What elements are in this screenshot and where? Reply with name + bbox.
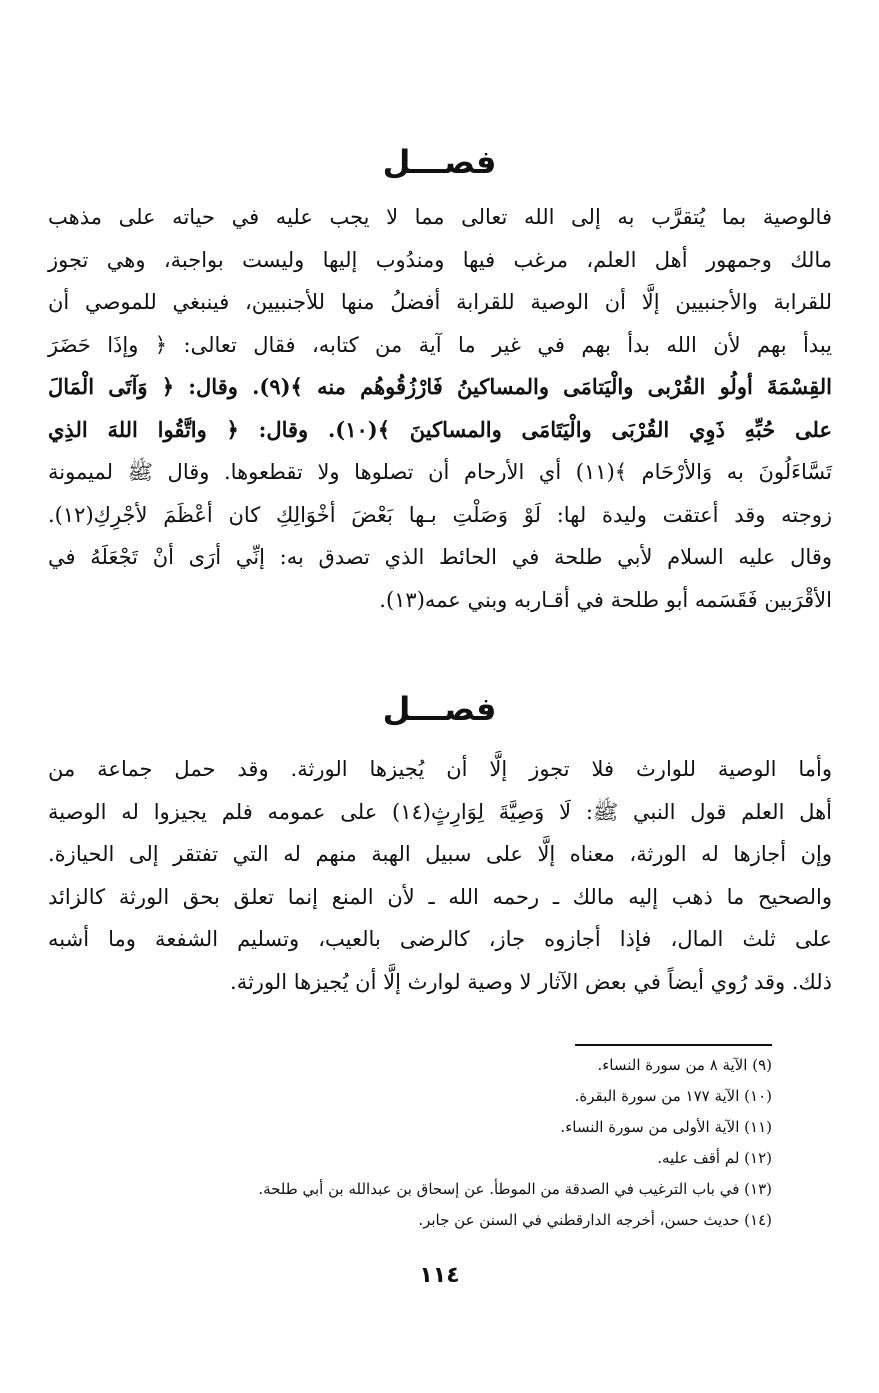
paragraph-line: على حُبِّهِ ذَوِي القُرْبَى والْيَتَامَى والمساكينَ ﴾(١٠). وقال: ﴿ واتَّقُوا اللهَ الذِي <box>48 416 832 442</box>
paragraph-line: تَسَّاءَلُونَ به وَالأرْحَام ﴾(١١) أي الأرحام أن تصلوها ولا تقطعوها. وقال ﷺ لميمونة <box>48 460 832 484</box>
paragraph-line: وقال عليه السلام لأبي طلحة في الحائط الذي تصدق به: إنِّي أرَى أنْ تَجْعَلَهُ في <box>48 545 832 569</box>
paragraph-line: زوجته وقد أعتقت وليدة لها: لَوْ وَصَلْتِ بـها بَعْضَ أخْوَالِكِ كان أعْظَمَ لأجْرِكِ(١٢). <box>48 502 832 527</box>
section-paragraph <box>48 748 832 1003</box>
paragraph-line: مالك وجمهور أهل العلم، مرغب فيها ومندُوب إليها وليست بواجبة، وهي تجوز <box>48 247 832 272</box>
paragraph-line: وإن أجازها له الورثة، معناه إلَّا على سبيل الهبة منهم له التي تفتقر إلى الحيازة. <box>48 842 832 866</box>
paragraph-line: الأقْرَبين فَقَسَمه أبو طلحة في أقـاربه وبني عمه(١٣). <box>379 587 832 612</box>
footnotes <box>100 1050 772 1236</box>
paragraph-line: يبدأ بهم لأن الله بدأ بهم في غير ما آية من كتابه، فقال تعالى: ﴿ وإذَا حَضَرَ <box>48 332 832 357</box>
paragraph-line: أهل العلم قول النبي ﷺ: لَا وَصِيَّةَ لِوَارِثٍ(١٤) على عمومه فلم يجيزوا له الوصية <box>48 799 832 824</box>
paragraph-line: والصحيح ما ذهب إليه مالك ـ رحمه الله ـ لأن المنع إنما تعلق بحق الورثة كالزائد <box>48 884 832 909</box>
footnote-item: (١١) الآية الأولى من سورة النساء. <box>560 1118 772 1136</box>
footnote-item: (١٢) لم أقف عليه. <box>657 1149 772 1167</box>
paragraph-line: ذلك. وقد رُوي أيضاً في بعض الآثار لا وصية لوارث إلَّا أن يُجيزها الورثة. <box>230 969 832 994</box>
footnote-item: (١٣) في باب الترغيب في الصدقة من الموطأ. عن إسحاق بن عبدالله بن أبي طلحة. <box>258 1180 772 1198</box>
section-paragraph <box>48 196 832 621</box>
footnote-divider <box>575 1044 772 1046</box>
footnote-item: (١٠) الآية ١٧٧ من سورة البقرة. <box>574 1087 772 1105</box>
paragraph-line: فالوصية بما يُتقرَّب به إلى الله تعالى مما لا يجب عليه في حياته على مذهب <box>48 205 832 229</box>
section-heading: فصـــل <box>382 143 497 181</box>
footnote-item: (١٤) حديث حسن، أخرجه الدارقطني في السنن عن جابر. <box>418 1211 772 1229</box>
paragraph-line: على ثلث المال، فإذا أجازوه جاز، كالرضى بالعيب، وتسليم الشفعة وما أشبه <box>48 927 832 951</box>
section-heading: فصـــل <box>382 690 497 728</box>
paragraph-line: القِسْمَةَ أولُو القُرْبى والْيَتامَى والمساكينُ فَارْزُقُوهُم منه ﴾(٩). وقال: ﴿ وَآتَى الْمَالَ <box>48 374 832 399</box>
paragraph-line: وأما الوصية للوارث فلا تجوز إلَّا أن يُجيزها الورثة. وقد حمل جماعة من <box>48 757 832 781</box>
footnote-item: (٩) الآية ٨ من سورة النساء. <box>597 1056 772 1074</box>
page-number: ١١٤ <box>419 1263 460 1288</box>
paragraph-line: للقرابة والأجنبيين إلَّا أن الوصية للقرابة أفضلُ منها للأجنبيين، فينبغي للموصي أن <box>48 290 832 314</box>
